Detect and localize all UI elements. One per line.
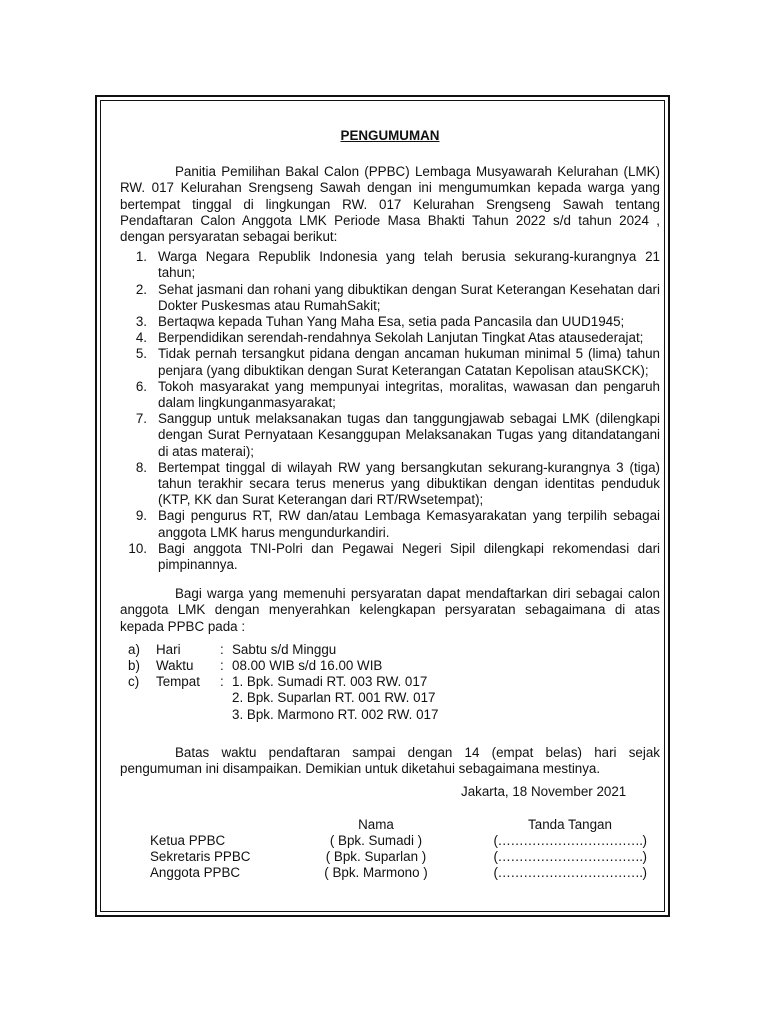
signature-line: (…………………………….)	[493, 833, 647, 849]
requirement-text: Bertempat tinggal di wilayah RW yang bersangkutan sekurang-kurangnya 3 (tiga) tahun terakhir secara terus menerus yang dibuktikan dengan identitas penduduk (KTP, KK dan Surat Keterangan dari RT/RWsetempat);	[158, 459, 660, 508]
intro-paragraph: Panitia Pemilihan Bakal Calon (PPBC) Lembaga Musyawarah Kelurahan (LMK) RW. 017 Kelurahan Srengseng Sawah dengan ini mengumumkan kepada warga yang bertempat tinggal di lingkungan RW. 017 Kelurahan Srengseng Sawah tentang Pendaftaran Calon Anggota LMK Periode Masa Bhakti Tahun 2022 s/d tahun 2024 , dengan persyaratan sebagai berikut:	[120, 164, 660, 245]
requirement-text: Berpendidikan serendah-rendahnya Sekolah Lanjutan Tingkat Atas atausederajat;	[158, 330, 644, 346]
requirement-item	[120, 330, 660, 346]
requirement-text: Sehat jasmani dan rohani yang dibuktikan dengan Surat Keterangan Kesehatan dari Dokter Puskesmas atau RumahSakit;	[158, 281, 660, 313]
requirement-item	[120, 411, 660, 460]
requirement-text: Tokoh masyarakat yang mempunyai integritas, moralitas, wawasan dan pengaruh dalam lingkunganmasyarakat;	[158, 378, 660, 411]
signature-role: Sekretaris PPBC	[150, 849, 251, 865]
requirement-item	[120, 541, 660, 573]
schedule-place-row	[120, 690, 660, 706]
requirement-item	[120, 346, 660, 378]
document-date: Jakarta, 18 November 2021	[461, 784, 627, 800]
signature-header-sign: Tanda Tangan	[528, 817, 612, 833]
schedule-time-row	[120, 658, 660, 674]
signature-table	[120, 817, 660, 881]
requirement-item	[120, 508, 660, 540]
requirement-item	[120, 282, 660, 314]
schedule-colon: :	[220, 641, 224, 657]
signature-role: Anggota PPBC	[150, 865, 241, 881]
requirement-number: 9.	[135, 508, 147, 524]
requirement-item	[120, 249, 660, 281]
schedule-colon: :	[220, 658, 224, 674]
requirement-text: Bertaqwa kepada Tuhan Yang Maha Esa, setia pada Pancasila dan UUD1945;	[158, 314, 625, 330]
schedule-label: Tempat	[156, 674, 200, 690]
requirement-number: 2.	[135, 281, 147, 297]
requirement-item	[120, 314, 660, 330]
signature-role: Ketua PPBC	[150, 833, 226, 849]
requirement-text: Bagi pengurus RT, RW dan/atau Lembaga Kemasyarakatan yang terpilih sebagai anggota LMK harus mengundurkandiri.	[158, 508, 660, 540]
schedule-place-value: 2. Bpk. Suparlan RT. 001 RW. 017	[232, 690, 436, 706]
deadline-paragraph: Batas waktu pendaftaran sampai dengan 14 (empat belas) hari sejak pengumuman ini disampaikan. Demikian untuk diketahui sebagaimana mestinya.	[120, 744, 660, 777]
requirement-text: Tidak pernah tersangkut pidana dengan ancaman hukuman minimal 5 (lima) tahun penjara (yang dibuktikan dengan Surat Keterangan Catatan Kepolisan atauSKCK);	[158, 346, 660, 378]
schedule-place-row	[120, 674, 660, 690]
schedule-label: Hari	[156, 641, 181, 657]
requirement-item	[120, 460, 660, 509]
signature-line: (…………………………….)	[493, 849, 647, 865]
schedule-colon: :	[220, 674, 224, 690]
signature-person: ( Bpk. Marmono )	[324, 865, 428, 881]
schedule-label: Waktu	[156, 658, 194, 674]
requirement-number: 4.	[135, 330, 147, 346]
requirement-number: 3.	[135, 314, 147, 330]
signature-line: (…………………………….)	[493, 865, 647, 881]
announcement-content	[120, 128, 660, 881]
requirement-text: Bagi anggota TNI-Polri dan Pegawai Negeri Sipil dilengkapi rekomendasi dari pimpinannya.	[158, 540, 660, 573]
requirement-item	[120, 379, 660, 411]
schedule-key: b)	[128, 658, 140, 674]
signature-person: ( Bpk. Sumadi )	[329, 833, 423, 849]
requirement-text: Warga Negara Republik Indonesia yang telah berusia sekurang-kurangnya 21 tahun;	[158, 249, 660, 281]
schedule-place-value: 3. Bpk. Marmono RT. 002 RW. 017	[232, 706, 439, 722]
schedule-value: Sabtu s/d Minggu	[232, 641, 337, 657]
schedule-value: 08.00 WIB s/d 16.00 WIB	[232, 658, 383, 674]
registration-paragraph: Bagi warga yang memenuhi persyaratan dapat mendaftarkan diri sebagai calon anggota LMK dengan menyerahkan kelengkapan persyaratan sebagaimana di atas kepada PPBC pada :	[120, 586, 660, 634]
schedule-day-row	[120, 642, 660, 658]
schedule-key: c)	[128, 674, 140, 690]
schedule-key: a)	[128, 641, 140, 657]
requirement-number: 10.	[128, 540, 147, 556]
requirement-number: 7.	[135, 411, 147, 427]
requirement-text: Sanggup untuk melaksanakan tugas dan tanggungjawab sebagai LMK (dilengkapi dengan Surat Pernyataan Kesanggupan Melaksanakan Tugas yang ditandatangani di atas materai);	[158, 411, 660, 459]
schedule-place-value: 1. Bpk. Sumadi RT. 003 RW. 017	[232, 674, 428, 690]
signature-header-name: Nama	[358, 817, 394, 833]
requirement-number: 6.	[135, 378, 147, 394]
requirements-list	[120, 249, 660, 573]
document-title: PENGUMUMAN	[340, 128, 440, 143]
schedule-place-row	[120, 707, 660, 723]
signature-person: ( Bpk. Suparlan )	[325, 849, 427, 865]
requirement-number: 1.	[135, 249, 147, 265]
requirement-number: 8.	[135, 459, 147, 475]
requirement-number: 5.	[135, 346, 147, 362]
schedule-list	[120, 642, 660, 723]
